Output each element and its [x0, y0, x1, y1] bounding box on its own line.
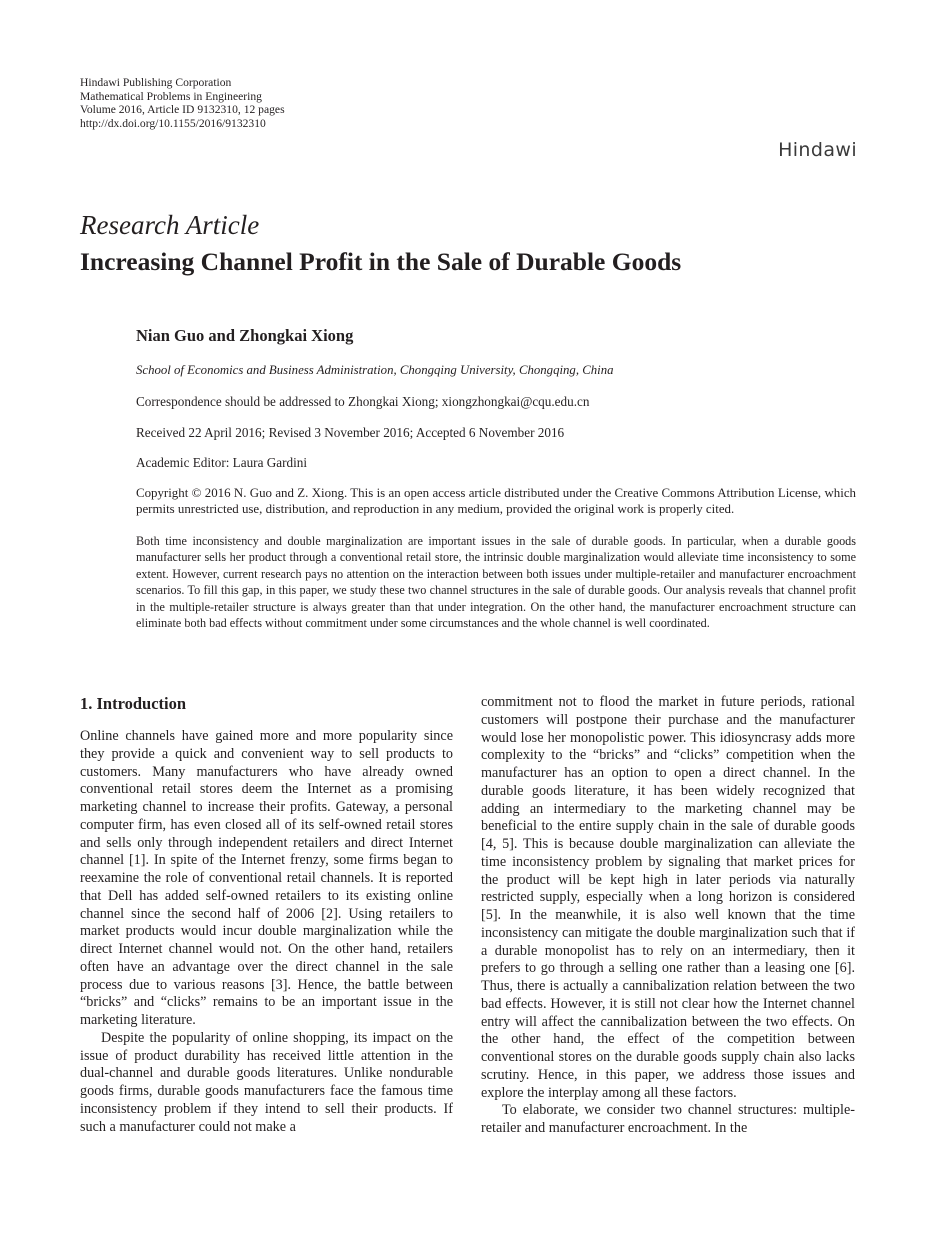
volume-line: Volume 2016, Article ID 9132310, 12 pages	[80, 103, 285, 117]
copyright-notice: Copyright © 2016 N. Guo and Z. Xiong. This is an open access article distributed under the Creative Commons Attribution License, which permits unrestricted use, distribution, and reproduction in any medium, provided the original work is properly cited.	[136, 486, 856, 517]
journal-metadata	[80, 76, 285, 130]
journal-name: Mathematical Problems in Engineering	[80, 89, 262, 103]
section-heading-introduction: 1. Introduction	[80, 694, 187, 713]
publication-dates: Received 22 April 2016; Revised 3 November 2016; Accepted 6 November 2016	[136, 425, 565, 440]
left-column	[80, 694, 453, 1136]
doi-link[interactable]: http://dx.doi.org/10.1155/2016/9132310	[80, 116, 266, 130]
academic-editor: Academic Editor: Laura Gardini	[136, 455, 307, 470]
paragraph: To elaborate, we consider two channel structures: multiple-retailer and manufacturer encroachment. In the	[481, 1102, 855, 1136]
correspondence: Correspondence should be addressed to Zhongkai Xiong; xiongzhongkai@cqu.edu.cn	[136, 394, 590, 409]
abstract: Both time inconsistency and double marginalization are important issues in the sale of durable goods. In particular, when a durable goods manufacturer sells her product through a conventional retail store, the intrinsic double marginalization would alleviate time inconsistency to some extent. However, current research pays no attention on the interaction between both issues under multiple-retailer and manufacturer encroachment scenarios. To fill this gap, in this paper, we study these two channel structures in the sale of durable goods. Our analysis reveals that channel profit in the multiple-retailer structure is always greater than that under integration. On the other hand, the manufacturer encroachment structure can eliminate both bad effects without commitment under some circumstances and the whole channel is well coordinated.	[136, 534, 856, 631]
paragraph: Despite the popularity of online shopping, its impact on the issue of product durability has received little attention in the dual-channel and durable goods literatures. Unlike nondurable goods firms, durable goods manufacturers face the famous time inconsistency problem if they intend to sell their products. If such a manufacturer could not make a	[80, 1029, 453, 1135]
author-list: Nian Guo and Zhongkai Xiong	[136, 326, 354, 345]
paragraph: commitment not to flood the market in future periods, rational customers will postpone their purchase and the manufacturer would lose her monopolistic power. This idiosyncrasy adds more complexity to the “bricks” and “clicks” competition when the manufacturer has an option to open a direct channel. In the durable goods literature, it has been widely recognized that adding an intermediary to the marketing channel may be beneficial to the entire supply chain in the sale of durable goods [4, 5]. This is because double marginalization can alleviate the time inconsistency problem by signaling that market prices for the product will be kept high in later periods via naturally restricted supply, especially when a long horizon is considered [5]. In the meanwhile, it is also well known that the time inconsistency can mitigate the double marginalization such that if a durable monopolist has to rely on an intermediary, then it prefers to go through a selling one rather than a leasing one [6]. Thus, there is actually a cannibalization relation between the two bad effects. However, it is still not clear how the Internet channel entry will affect the cannibalization between the two effects. On the other hand, the effect of the competition between conventional stores on the durable goods supply chain also lacks scrutiny. Hence, in this paper, we address those issues and explore the interplay among all these factors.	[481, 694, 855, 1101]
article-title: Increasing Channel Profit in the Sale of Durable Goods	[80, 247, 682, 276]
right-column	[481, 694, 855, 1138]
affiliation: School of Economics and Business Administration, Chongqing University, Chongqing, China	[136, 363, 614, 377]
article-type: Research Article	[80, 210, 260, 240]
paragraph: Online channels have gained more and more popularity since they provide a quick and convenient way to sell products to customers. Many manufacturers who have already owned conventional retail stores deem the Internet as a promising marketing channel to increase their profits. Gateway, a personal computer firm, has even closed all of its self-owned retail stores and sells only through independent retailers and direct Internet channel [1]. In spite of the Internet frenzy, some firms began to reexamine the role of conventional retail channels. It is reported that Dell has added self-owned retailers to its existing online channel since the second half of 2006 [2]. Using retailers to market products would incur double marginalization while the direct Internet channel would not. On the other hand, retailers often have an advantage over the direct channel in the sale process due to various reasons [3]. Hence, the battle between “bricks” and “clicks” remains to be an important issue in the marketing literature.	[80, 728, 453, 1028]
publisher-line: Hindawi Publishing Corporation	[80, 76, 232, 89]
hindawi-logo: Hindawi	[778, 139, 857, 161]
